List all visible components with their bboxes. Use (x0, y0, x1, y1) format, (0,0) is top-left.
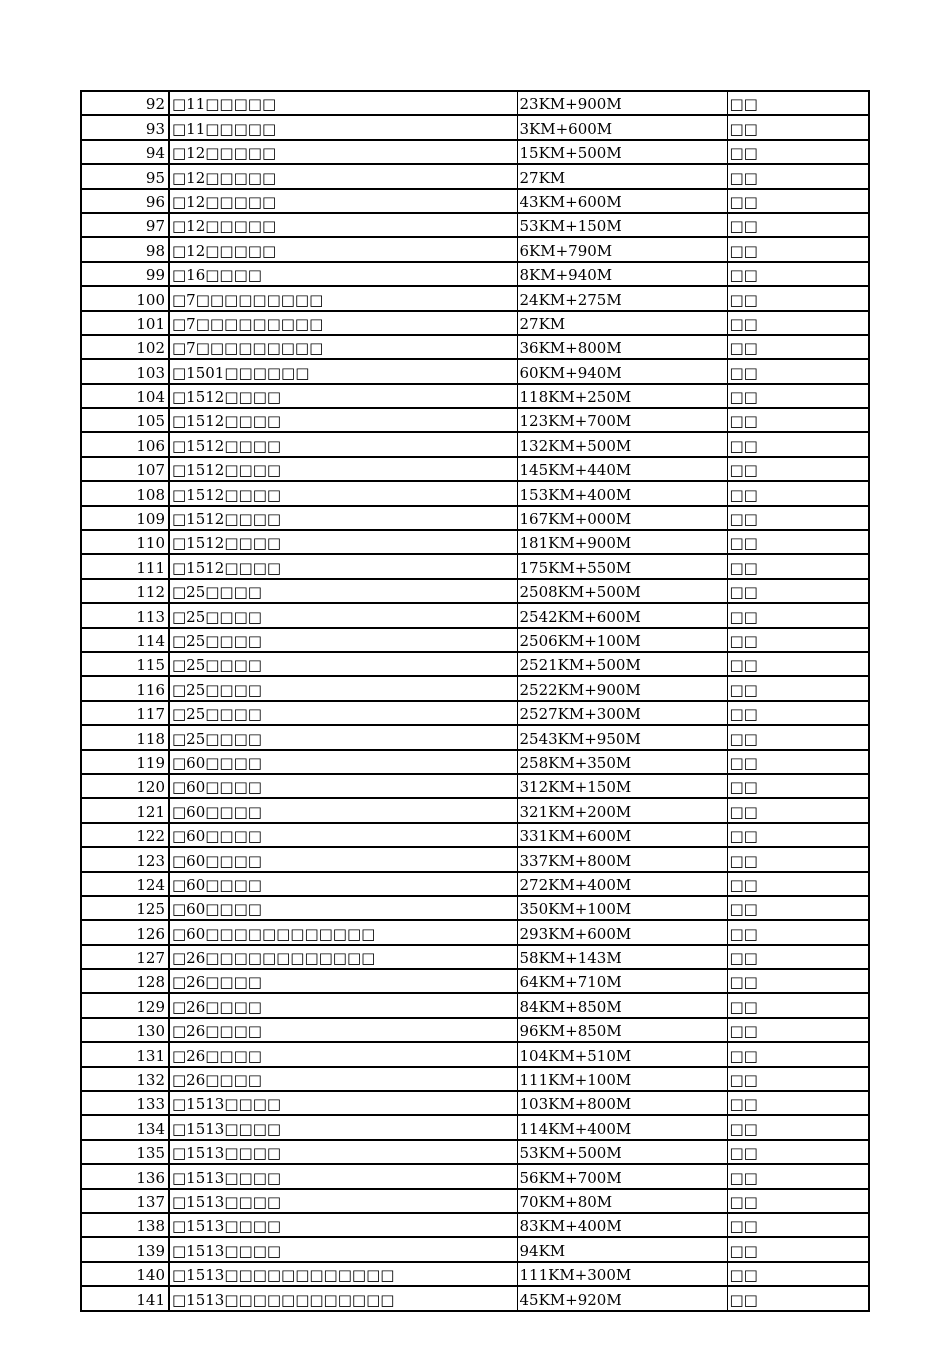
type-cell: □□ (727, 872, 869, 896)
row-number-cell: 138 (81, 1213, 169, 1237)
road-name-cell: □1513□□□□ (169, 1164, 517, 1188)
road-name-cell: □25□□□□ (169, 628, 517, 652)
row-number-cell: 93 (81, 115, 169, 139)
table-row (81, 189, 869, 213)
kilometer-marker-cell: 36KM+800M (517, 335, 727, 359)
type-cell: □□ (727, 774, 869, 798)
row-number-cell: 136 (81, 1164, 169, 1188)
row-number-cell: 95 (81, 164, 169, 188)
road-name-cell: □26□□□□ (169, 993, 517, 1017)
road-name-cell: □25□□□□ (169, 725, 517, 749)
road-name-cell: □12□□□□□ (169, 237, 517, 261)
type-cell: □□ (727, 1213, 869, 1237)
road-name-cell: □25□□□□ (169, 652, 517, 676)
kilometer-marker-cell: 43KM+600M (517, 189, 727, 213)
row-number-cell: 92 (81, 91, 169, 115)
table-row (81, 140, 869, 164)
table-row (81, 1140, 869, 1164)
type-cell: □□ (727, 554, 869, 578)
table-row (81, 481, 869, 505)
road-name-cell: □25□□□□ (169, 676, 517, 700)
type-cell: □□ (727, 384, 869, 408)
road-name-cell: □26□□□□□□□□□□□□ (169, 945, 517, 969)
road-name-cell: □1513□□□□□□□□□□□□ (169, 1262, 517, 1286)
type-cell: □□ (727, 969, 869, 993)
type-cell: □□ (727, 896, 869, 920)
road-name-cell: □60□□□□ (169, 798, 517, 822)
row-number-cell: 135 (81, 1140, 169, 1164)
kilometer-marker-cell: 84KM+850M (517, 993, 727, 1017)
type-cell: □□ (727, 1189, 869, 1213)
type-cell: □□ (727, 481, 869, 505)
kilometer-marker-cell: 312KM+150M (517, 774, 727, 798)
type-cell: □□ (727, 1067, 869, 1091)
table-row (81, 164, 869, 188)
kilometer-marker-cell: 96KM+850M (517, 1018, 727, 1042)
table-row (81, 1018, 869, 1042)
type-cell: □□ (727, 91, 869, 115)
table-row (81, 384, 869, 408)
table-row (81, 750, 869, 774)
kilometer-marker-cell: 167KM+000M (517, 506, 727, 530)
road-name-cell: □25□□□□ (169, 603, 517, 627)
road-name-cell: □1513□□□□ (169, 1140, 517, 1164)
road-name-cell: □60□□□□□□□□□□□□ (169, 920, 517, 944)
kilometer-marker-cell: 94KM (517, 1237, 727, 1261)
row-number-cell: 129 (81, 993, 169, 1017)
kilometer-marker-cell: 27KM (517, 164, 727, 188)
road-name-cell: □1512□□□□ (169, 530, 517, 554)
row-number-cell: 131 (81, 1042, 169, 1066)
kilometer-marker-cell: 23KM+900M (517, 91, 727, 115)
road-name-cell: □1501□□□□□□ (169, 359, 517, 383)
type-cell: □□ (727, 798, 869, 822)
row-number-cell: 128 (81, 969, 169, 993)
type-cell: □□ (727, 847, 869, 871)
kilometer-marker-cell: 145KM+440M (517, 457, 727, 481)
kilometer-marker-cell: 350KM+100M (517, 896, 727, 920)
table-row (81, 847, 869, 871)
road-name-cell: □26□□□□ (169, 1042, 517, 1066)
table-row (81, 1189, 869, 1213)
row-number-cell: 115 (81, 652, 169, 676)
row-number-cell: 101 (81, 311, 169, 335)
table-row (81, 872, 869, 896)
road-name-cell: □1513□□□□ (169, 1115, 517, 1139)
kilometer-marker-cell: 2521KM+500M (517, 652, 727, 676)
row-number-cell: 100 (81, 286, 169, 310)
kilometer-marker-cell: 293KM+600M (517, 920, 727, 944)
kilometer-marker-cell: 60KM+940M (517, 359, 727, 383)
type-cell: □□ (727, 1164, 869, 1188)
row-number-cell: 108 (81, 481, 169, 505)
type-cell: □□ (727, 1018, 869, 1042)
type-cell: □□ (727, 579, 869, 603)
table-row (81, 1091, 869, 1115)
type-cell: □□ (727, 1140, 869, 1164)
table-body (81, 91, 869, 1311)
kilometer-marker-cell: 258KM+350M (517, 750, 727, 774)
type-cell: □□ (727, 530, 869, 554)
type-cell: □□ (727, 1042, 869, 1066)
road-name-cell: □60□□□□ (169, 774, 517, 798)
road-name-cell: □12□□□□□ (169, 140, 517, 164)
table-row (81, 1164, 869, 1188)
row-number-cell: 140 (81, 1262, 169, 1286)
type-cell: □□ (727, 603, 869, 627)
row-number-cell: 122 (81, 823, 169, 847)
row-number-cell: 94 (81, 140, 169, 164)
table-row (81, 432, 869, 456)
table-row (81, 676, 869, 700)
road-name-cell: □25□□□□ (169, 701, 517, 725)
type-cell: □□ (727, 628, 869, 652)
row-number-cell: 123 (81, 847, 169, 871)
row-number-cell: 104 (81, 384, 169, 408)
row-number-cell: 113 (81, 603, 169, 627)
table-row (81, 1042, 869, 1066)
type-cell: □□ (727, 311, 869, 335)
kilometer-marker-cell: 64KM+710M (517, 969, 727, 993)
type-cell: □□ (727, 652, 869, 676)
row-number-cell: 98 (81, 237, 169, 261)
kilometer-marker-cell: 45KM+920M (517, 1286, 727, 1310)
kilometer-marker-cell: 104KM+510M (517, 1042, 727, 1066)
road-name-cell: □1512□□□□ (169, 384, 517, 408)
row-number-cell: 118 (81, 725, 169, 749)
row-number-cell: 107 (81, 457, 169, 481)
kilometer-marker-cell: 111KM+300M (517, 1262, 727, 1286)
road-name-cell: □25□□□□ (169, 579, 517, 603)
road-name-cell: □1512□□□□ (169, 457, 517, 481)
type-cell: □□ (727, 1262, 869, 1286)
kilometer-marker-cell: 103KM+800M (517, 1091, 727, 1115)
table-row (81, 311, 869, 335)
road-name-cell: □1513□□□□ (169, 1237, 517, 1261)
type-cell: □□ (727, 359, 869, 383)
type-cell: □□ (727, 1091, 869, 1115)
row-number-cell: 120 (81, 774, 169, 798)
kilometer-marker-cell: 27KM (517, 311, 727, 335)
kilometer-marker-cell: 2506KM+100M (517, 628, 727, 652)
road-name-cell: □60□□□□ (169, 823, 517, 847)
kilometer-marker-cell: 2527KM+300M (517, 701, 727, 725)
kilometer-marker-cell: 2543KM+950M (517, 725, 727, 749)
table-row (81, 506, 869, 530)
table-row (81, 359, 869, 383)
table-row (81, 335, 869, 359)
type-cell: □□ (727, 408, 869, 432)
table-row (81, 262, 869, 286)
table-row (81, 115, 869, 139)
road-name-cell: □60□□□□ (169, 847, 517, 871)
kilometer-marker-cell: 331KM+600M (517, 823, 727, 847)
row-number-cell: 119 (81, 750, 169, 774)
table-row (81, 603, 869, 627)
row-number-cell: 121 (81, 798, 169, 822)
row-number-cell: 99 (81, 262, 169, 286)
table-row (81, 579, 869, 603)
row-number-cell: 116 (81, 676, 169, 700)
table-row (81, 993, 869, 1017)
type-cell: □□ (727, 920, 869, 944)
road-name-cell: □1512□□□□ (169, 554, 517, 578)
row-number-cell: 132 (81, 1067, 169, 1091)
road-name-cell: □12□□□□□ (169, 213, 517, 237)
type-cell: □□ (727, 1115, 869, 1139)
row-number-cell: 130 (81, 1018, 169, 1042)
type-cell: □□ (727, 432, 869, 456)
road-name-cell: □16□□□□ (169, 262, 517, 286)
type-cell: □□ (727, 823, 869, 847)
table-row (81, 91, 869, 115)
row-number-cell: 125 (81, 896, 169, 920)
road-name-cell: □11□□□□□ (169, 91, 517, 115)
row-number-cell: 139 (81, 1237, 169, 1261)
road-name-cell: □11□□□□□ (169, 115, 517, 139)
road-name-cell: □12□□□□□ (169, 189, 517, 213)
kilometer-marker-cell: 24KM+275M (517, 286, 727, 310)
table-row (81, 1286, 869, 1310)
table-row (81, 1213, 869, 1237)
kilometer-marker-cell: 2542KM+600M (517, 603, 727, 627)
type-cell: □□ (727, 262, 869, 286)
road-name-cell: □26□□□□ (169, 1018, 517, 1042)
type-cell: □□ (727, 140, 869, 164)
kilometer-marker-cell: 2508KM+500M (517, 579, 727, 603)
row-number-cell: 112 (81, 579, 169, 603)
type-cell: □□ (727, 506, 869, 530)
type-cell: □□ (727, 1286, 869, 1310)
table-row (81, 457, 869, 481)
road-name-cell: □1513□□□□□□□□□□□□ (169, 1286, 517, 1310)
kilometer-marker-cell: 15KM+500M (517, 140, 727, 164)
table-row (81, 969, 869, 993)
road-name-cell: □26□□□□ (169, 1067, 517, 1091)
kilometer-marker-cell: 272KM+400M (517, 872, 727, 896)
table-row (81, 1115, 869, 1139)
table-row (81, 798, 869, 822)
road-name-cell: □1513□□□□ (169, 1213, 517, 1237)
table-row (81, 530, 869, 554)
road-name-cell: □7□□□□□□□□□ (169, 335, 517, 359)
table-row (81, 554, 869, 578)
table-row (81, 408, 869, 432)
kilometer-marker-cell: 118KM+250M (517, 384, 727, 408)
road-name-cell: □60□□□□ (169, 896, 517, 920)
row-number-cell: 126 (81, 920, 169, 944)
type-cell: □□ (727, 750, 869, 774)
road-name-cell: □1513□□□□ (169, 1189, 517, 1213)
row-number-cell: 111 (81, 554, 169, 578)
table-row (81, 823, 869, 847)
row-number-cell: 141 (81, 1286, 169, 1310)
table-row (81, 725, 869, 749)
row-number-cell: 102 (81, 335, 169, 359)
kilometer-marker-cell: 111KM+100M (517, 1067, 727, 1091)
type-cell: □□ (727, 335, 869, 359)
table-row (81, 628, 869, 652)
row-number-cell: 103 (81, 359, 169, 383)
row-number-cell: 117 (81, 701, 169, 725)
kilometer-marker-cell: 70KM+80M (517, 1189, 727, 1213)
table-row (81, 920, 869, 944)
kilometer-marker-cell: 114KM+400M (517, 1115, 727, 1139)
kilometer-marker-cell: 123KM+700M (517, 408, 727, 432)
kilometer-marker-cell: 153KM+400M (517, 481, 727, 505)
kilometer-marker-cell: 337KM+800M (517, 847, 727, 871)
row-number-cell: 134 (81, 1115, 169, 1139)
row-number-cell: 106 (81, 432, 169, 456)
type-cell: □□ (727, 213, 869, 237)
road-name-cell: □12□□□□□ (169, 164, 517, 188)
road-name-cell: □1512□□□□ (169, 481, 517, 505)
kilometer-marker-cell: 8KM+940M (517, 262, 727, 286)
kilometer-marker-cell: 3KM+600M (517, 115, 727, 139)
road-name-cell: □7□□□□□□□□□ (169, 286, 517, 310)
road-name-cell: □60□□□□ (169, 872, 517, 896)
type-cell: □□ (727, 286, 869, 310)
type-cell: □□ (727, 725, 869, 749)
table-row (81, 286, 869, 310)
type-cell: □□ (727, 993, 869, 1017)
row-number-cell: 127 (81, 945, 169, 969)
data-table (80, 90, 870, 1312)
kilometer-marker-cell: 58KM+143M (517, 945, 727, 969)
row-number-cell: 124 (81, 872, 169, 896)
kilometer-marker-cell: 2522KM+900M (517, 676, 727, 700)
kilometer-marker-cell: 6KM+790M (517, 237, 727, 261)
type-cell: □□ (727, 164, 869, 188)
table-row (81, 774, 869, 798)
table-row (81, 701, 869, 725)
row-number-cell: 137 (81, 1189, 169, 1213)
type-cell: □□ (727, 701, 869, 725)
table-row (81, 652, 869, 676)
kilometer-marker-cell: 321KM+200M (517, 798, 727, 822)
type-cell: □□ (727, 457, 869, 481)
type-cell: □□ (727, 945, 869, 969)
kilometer-marker-cell: 56KM+700M (517, 1164, 727, 1188)
road-name-cell: □60□□□□ (169, 750, 517, 774)
table-row (81, 237, 869, 261)
table-row (81, 1067, 869, 1091)
kilometer-marker-cell: 83KM+400M (517, 1213, 727, 1237)
kilometer-marker-cell: 181KM+900M (517, 530, 727, 554)
kilometer-marker-cell: 53KM+500M (517, 1140, 727, 1164)
table-row (81, 1237, 869, 1261)
road-name-cell: □1513□□□□ (169, 1091, 517, 1115)
table-row (81, 1262, 869, 1286)
table-row (81, 945, 869, 969)
road-name-cell: □7□□□□□□□□□ (169, 311, 517, 335)
road-name-cell: □26□□□□ (169, 969, 517, 993)
type-cell: □□ (727, 237, 869, 261)
road-name-cell: □1512□□□□ (169, 408, 517, 432)
row-number-cell: 133 (81, 1091, 169, 1115)
row-number-cell: 105 (81, 408, 169, 432)
row-number-cell: 109 (81, 506, 169, 530)
road-name-cell: □1512□□□□ (169, 432, 517, 456)
type-cell: □□ (727, 1237, 869, 1261)
row-number-cell: 96 (81, 189, 169, 213)
type-cell: □□ (727, 189, 869, 213)
road-name-cell: □1512□□□□ (169, 506, 517, 530)
kilometer-marker-cell: 175KM+550M (517, 554, 727, 578)
kilometer-marker-cell: 53KM+150M (517, 213, 727, 237)
row-number-cell: 97 (81, 213, 169, 237)
type-cell: □□ (727, 676, 869, 700)
row-number-cell: 110 (81, 530, 169, 554)
table-row (81, 896, 869, 920)
row-number-cell: 114 (81, 628, 169, 652)
type-cell: □□ (727, 115, 869, 139)
kilometer-marker-cell: 132KM+500M (517, 432, 727, 456)
table-row (81, 213, 869, 237)
